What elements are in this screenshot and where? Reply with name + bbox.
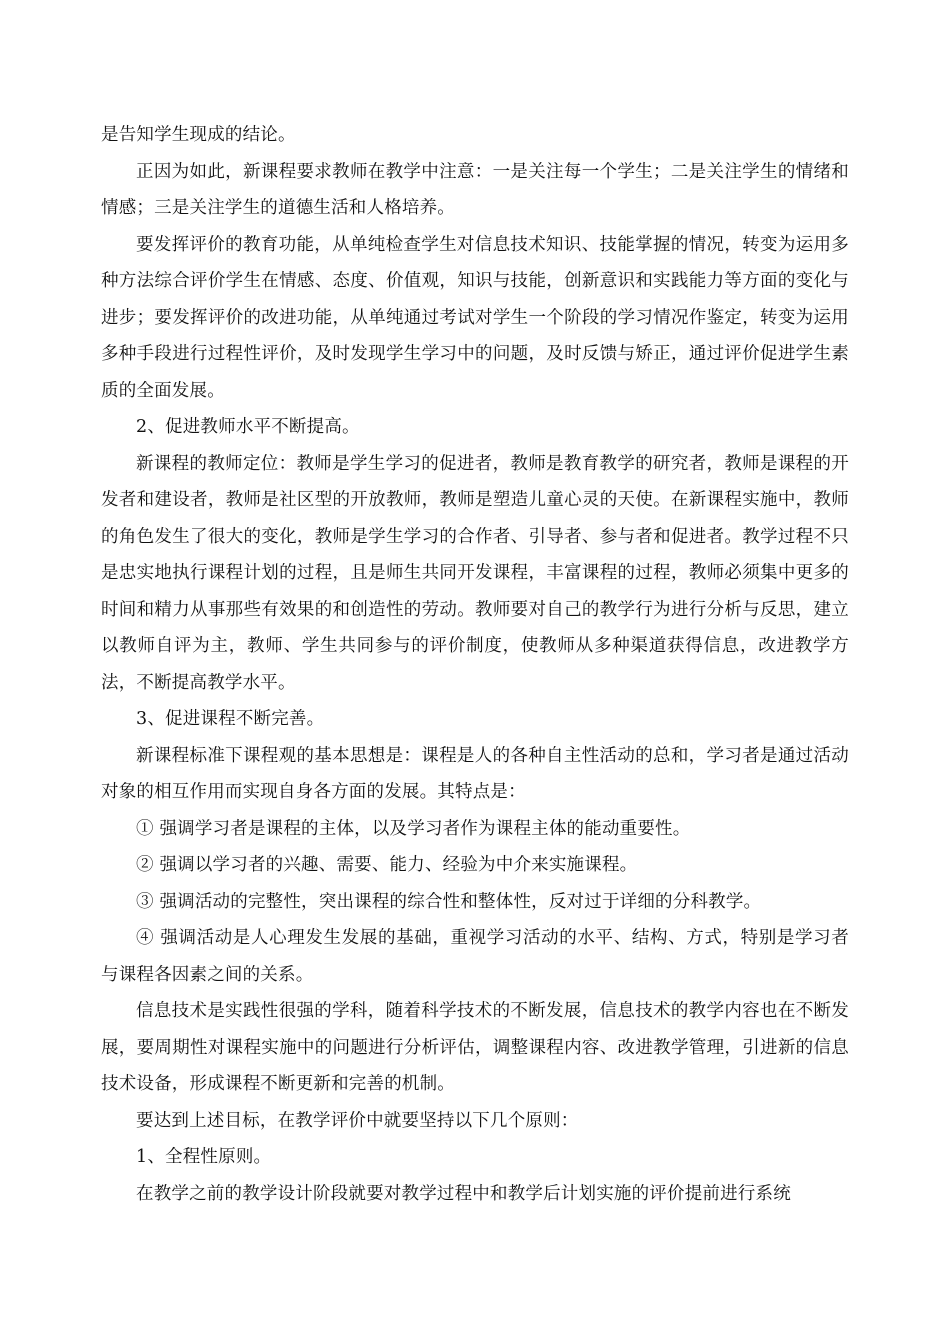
paragraph-principles-intro: 要达到上述目标，在教学评价中就要坚持以下几个原则： bbox=[136, 1110, 579, 1131]
document-body bbox=[101, 117, 849, 1212]
paragraph-it-practice: 信息技术是实践性很强的学科，随着科学技术的不断发展，信息技术的教学内容也在不断发展，要周期性对课程实施中的问题进行分析评估，调整课程内容、改进教学管理，引进新的信息技术设备，形成课程不断更新和完善的机制。 bbox=[101, 1001, 849, 1094]
paragraph-evaluation-functions: 要发挥评价的教育功能，从单纯检查学生对信息技术知识、技能掌握的情况，转变为运用多种方法综合评价学生在情感、态度、价值观，知识与技能，创新意识和实践能力等方面的变化与进步；要发挥评价的改进功能，从单纯通过考试对学生一个阶段的学习情况作鉴定，转变为运用多种手段进行过程性评价，及时发现学生学习中的问题，及时反馈与矫正，通过评价促进学生素质的全面发展。 bbox=[101, 234, 849, 401]
heading-teacher-improvement: 2、促进教师水平不断提高。 bbox=[136, 417, 360, 437]
heading-curriculum-improvement: 3、促进课程不断完善。 bbox=[136, 709, 325, 729]
list-item-feature-1: ① 强调学习者是课程的主体，以及学习者作为课程主体的能动重要性。 bbox=[136, 818, 691, 839]
paragraph-teacher-role: 新课程的教师定位：教师是学生学习的促进者，教师是教育教学的研究者，教师是课程的开发者和建设者，教师是社区型的开放教师，教师是塑造儿童心灵的天使。在新课程实施中，教师的角色发生了很大的变化，教师是学生学习的合作者、引导者、参与者和促进者。教学过程不只是忠实地执行课程计划的过程，且是师生共同开发课程，丰富课程的过程，教师必须集中更多的时间和精力从事那些有效果的和创造性的劳动。教师要对自己的教学行为进行分析与反思，建立以教师自评为主，教师、学生共同参与的评价制度，使教师从多种渠道获得信息，改进教学方法，不断提高教学水平。 bbox=[101, 453, 849, 693]
paragraph-design-stage: 在教学之前的教学设计阶段就要对教学过程中和教学后计划实施的评价提前进行系统 bbox=[136, 1183, 791, 1204]
list-item-feature-4: ④ 强调活动是人心理发生发展的基础，重视学习活动的水平、结构、方式，特别是学习者与课程各因素之间的关系。 bbox=[101, 928, 849, 985]
heading-whole-process-principle: 1、全程性原则。 bbox=[136, 1147, 272, 1167]
list-item-feature-2: ② 强调以学习者的兴趣、需要、能力、经验为中介来实施课程。 bbox=[136, 855, 638, 875]
paragraph-continuation: 是告知学生现成的结论。 bbox=[101, 125, 296, 145]
paragraph-curriculum-view: 新课程标准下课程观的基本思想是：课程是人的各种自主性活动的总和，学习者是通过活动对象的相互作用而实现自身各方面的发展。其特点是： bbox=[101, 745, 849, 802]
list-item-feature-3: ③ 强调活动的完整性，突出课程的综合性和整体性，反对过于详细的分科教学。 bbox=[136, 891, 762, 912]
paragraph-teacher-attention: 正因为如此，新课程要求教师在教学中注意：一是关注每一个学生；二是关注学生的情绪和情感；三是关注学生的道德生活和人格培养。 bbox=[101, 161, 849, 218]
